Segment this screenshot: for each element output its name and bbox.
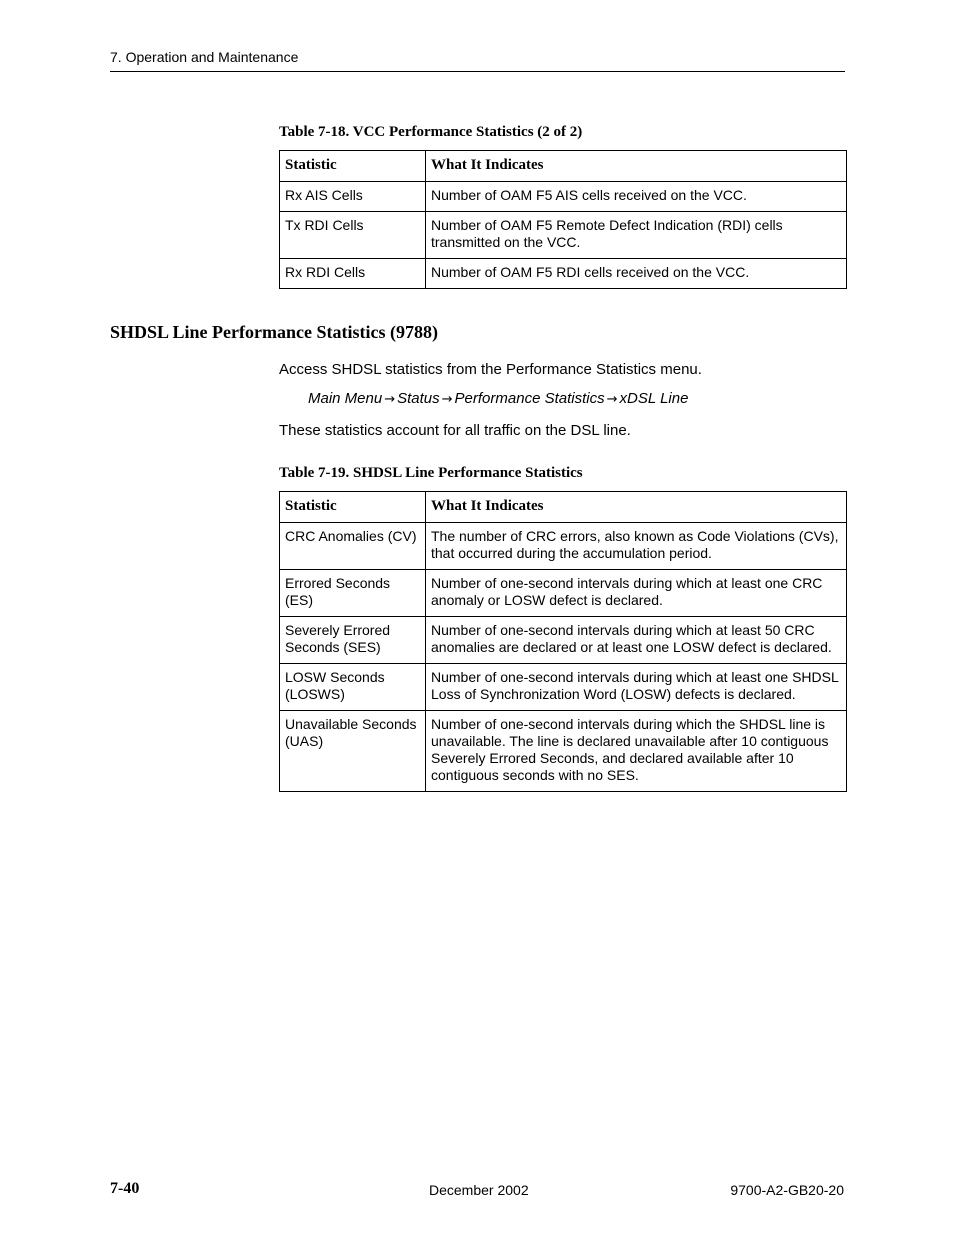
table-header-row <box>280 151 847 182</box>
menu-path-step: Status <box>397 390 440 407</box>
arrow-right-icon: → <box>606 392 618 407</box>
statistic-cell: Rx RDI Cells <box>280 259 426 289</box>
statistic-cell: Unavailable Seconds (UAS) <box>280 711 426 792</box>
indicates-cell: Number of OAM F5 AIS cells received on the VCC. <box>426 182 847 212</box>
table-row <box>280 259 847 289</box>
statistic-cell: Rx AIS Cells <box>280 182 426 212</box>
section-intro: Access SHDSL statistics from the Performance Statistics menu. <box>279 361 702 378</box>
indicates-cell: The number of CRC errors, also known as Code Violations (CVs), that occurred during the accumulation period. <box>426 523 847 570</box>
header-section-label: 7. Operation and Maintenance <box>110 49 299 65</box>
table-row <box>280 212 847 259</box>
statistic-cell: Severely Errored Seconds (SES) <box>280 617 426 664</box>
shdsl-performance-table <box>279 491 847 792</box>
column-header-what-it-indicates: What It Indicates <box>426 492 847 523</box>
section-note: These statistics account for all traffic on the DSL line. <box>279 422 631 439</box>
menu-path-step: xDSL Line <box>619 390 689 407</box>
table-row <box>280 617 847 664</box>
table-7-19-caption: Table 7-19. SHDSL Line Performance Statistics <box>279 465 583 481</box>
statistic-cell: LOSW Seconds (LOSWS) <box>280 664 426 711</box>
indicates-cell: Number of one-second intervals during which at least one CRC anomaly or LOSW defect is declared. <box>426 570 847 617</box>
column-header-statistic: Statistic <box>280 492 426 523</box>
footer-date: December 2002 <box>429 1182 529 1198</box>
indicates-cell: Number of OAM F5 RDI cells received on the VCC. <box>426 259 847 289</box>
table-row <box>280 570 847 617</box>
indicates-cell: Number of one-second intervals during which at least 50 CRC anomalies are declared or at least one LOSW defect is declared. <box>426 617 847 664</box>
statistic-cell: CRC Anomalies (CV) <box>280 523 426 570</box>
column-header-statistic: Statistic <box>280 151 426 182</box>
table-header-row <box>280 492 847 523</box>
menu-path-step: Performance Statistics <box>454 390 605 407</box>
indicates-cell: Number of one-second intervals during which the SHDSL line is unavailable. The line is declared unavailable after 10 contiguous Severely Errored Seconds, and declared available after 10 contiguous seconds with no SES. <box>426 711 847 792</box>
vcc-performance-table <box>279 150 847 289</box>
arrow-right-icon: → <box>384 392 396 407</box>
column-header-what-it-indicates: What It Indicates <box>426 151 847 182</box>
table-row <box>280 711 847 792</box>
table-7-18-caption: Table 7-18. VCC Performance Statistics (2 of 2) <box>279 124 583 140</box>
statistic-cell: Errored Seconds (ES) <box>280 570 426 617</box>
statistic-cell: Tx RDI Cells <box>280 212 426 259</box>
page-header <box>110 49 845 72</box>
page-number: 7-40 <box>110 1180 140 1197</box>
document-number: 9700-A2-GB20-20 <box>730 1182 844 1198</box>
table-row <box>280 523 847 570</box>
table-row <box>280 182 847 212</box>
indicates-cell: Number of one-second intervals during which at least one SHDSL Loss of Synchronization Word (LOSW) defects is declared. <box>426 664 847 711</box>
table-row <box>280 664 847 711</box>
arrow-right-icon: → <box>441 392 453 407</box>
indicates-cell: Number of OAM F5 Remote Defect Indication (RDI) cells transmitted on the VCC. <box>426 212 847 259</box>
section-title: SHDSL Line Performance Statistics (9788) <box>110 322 438 342</box>
menu-path-step: Main Menu <box>308 390 383 407</box>
menu-path <box>308 390 688 407</box>
